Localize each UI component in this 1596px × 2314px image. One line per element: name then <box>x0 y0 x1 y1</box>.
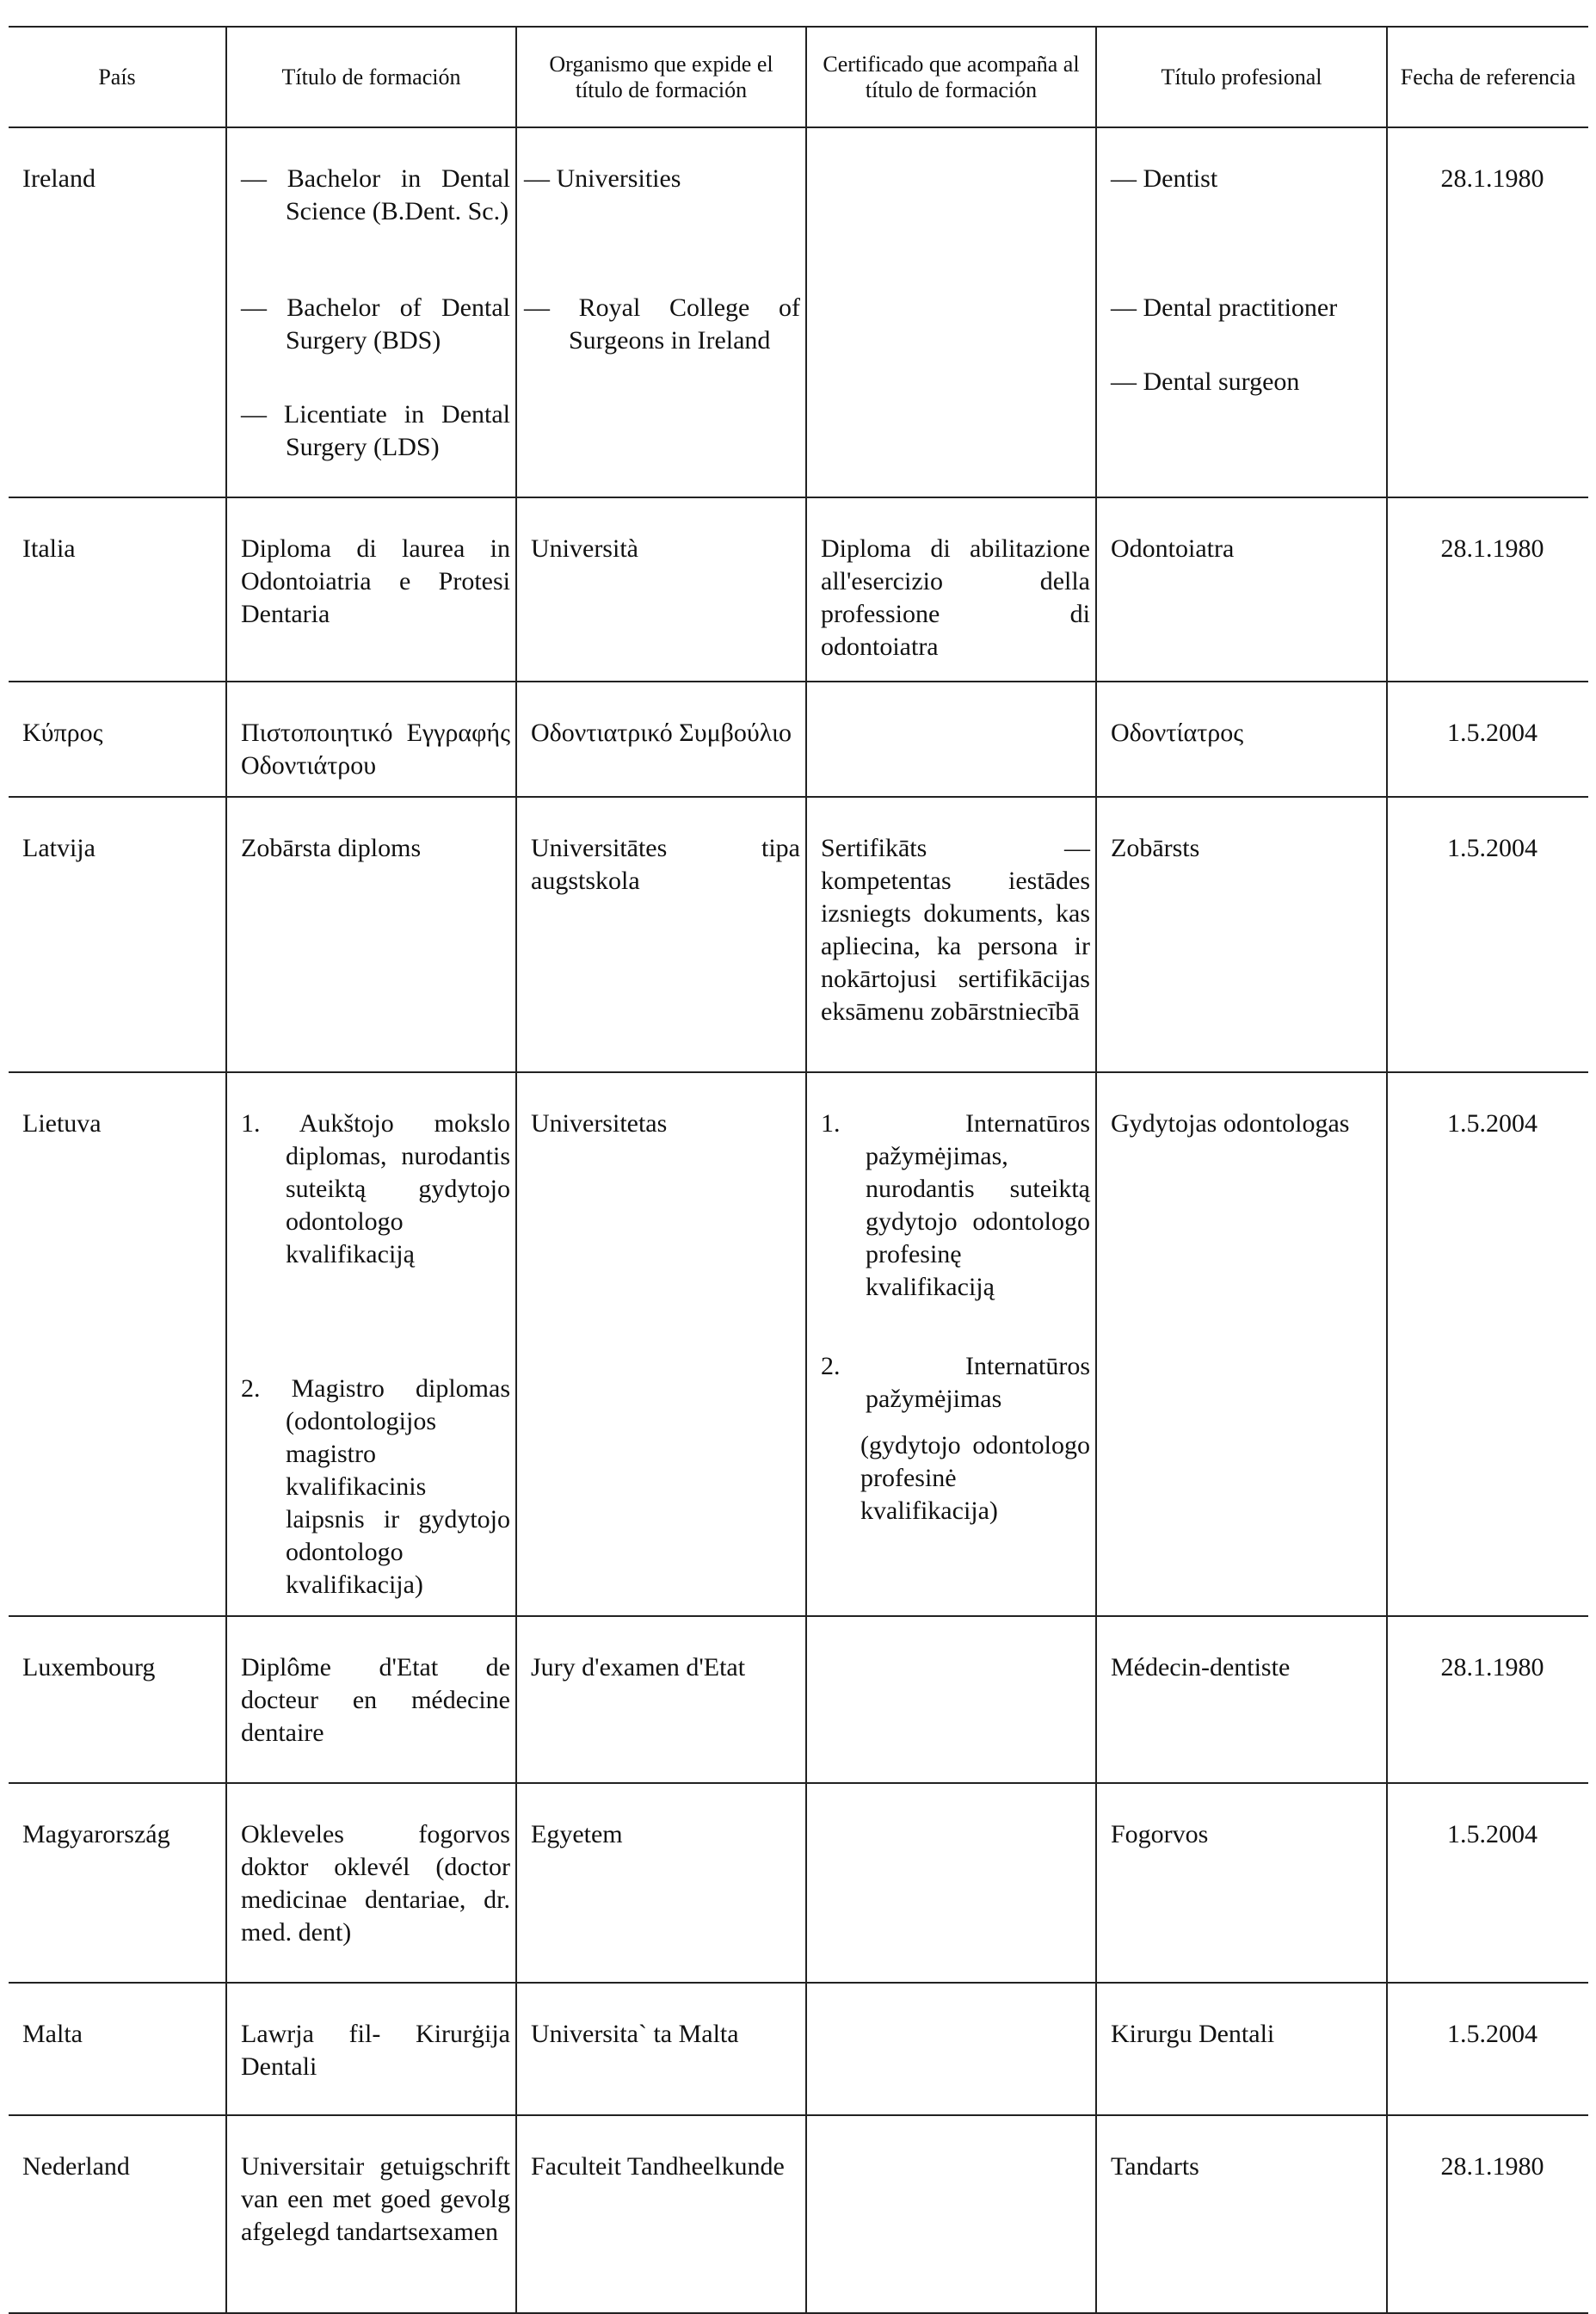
header-organismo: Organismo que expide el título de formación <box>516 27 806 127</box>
country-cell: Magyarország <box>9 1783 226 1983</box>
list-item: — Dental practitioner <box>1111 293 1338 322</box>
reference-date-cell: 28.1.1980 <box>1387 127 1588 497</box>
training-title-cell: Okleveles fogorvos doktor oklevél (doctor medicinae dentariae, dr. med. dent) <box>226 1783 516 1983</box>
country-cell: Nederland <box>9 2115 226 2313</box>
country-cell: Κύπρος <box>9 682 226 797</box>
reference-date-cell: 1.5.2004 <box>1387 1072 1588 1616</box>
professional-title-cell: Fogorvos <box>1096 1783 1387 1983</box>
professional-title-cell: Kirurgu Dentali <box>1096 1983 1387 2115</box>
professional-title-cell <box>1096 127 1387 497</box>
training-title-cell: Zobārsta diploms <box>226 797 516 1072</box>
training-title-cell: Diplôme d'Etat de docteur en médecine dentaire <box>226 1616 516 1783</box>
certificate-cell <box>806 682 1096 797</box>
country-cell: Ireland <box>9 127 226 497</box>
table-row <box>9 797 1588 1072</box>
table-row <box>9 2115 1588 2313</box>
professional-title-cell: Odontoiatra <box>1096 497 1387 682</box>
list-item-note: (gydytojo odontologo profesinė kvalifikacija) <box>860 1431 1090 1525</box>
table-row <box>9 127 1588 497</box>
issuing-body-cell: Jury d'examen d'Etat <box>516 1616 806 1783</box>
training-title-cell <box>226 1072 516 1616</box>
certificate-cell <box>806 1072 1096 1616</box>
header-pais: País <box>9 27 226 127</box>
issuing-body-cell <box>516 127 806 497</box>
table-row <box>9 1783 1588 1983</box>
reference-date-cell: 1.5.2004 <box>1387 1983 1588 2115</box>
header-titulo-profesional: Título profesional <box>1096 27 1387 127</box>
certificate-cell <box>806 1783 1096 1983</box>
list-item: — Bachelor in Dental Science (B.Dent. Sc.) <box>241 164 510 225</box>
reference-date-cell: 1.5.2004 <box>1387 682 1588 797</box>
issuing-body-cell: Οδοντιατρικό Συμβούλιο <box>516 682 806 797</box>
qualifications-table <box>9 26 1588 2314</box>
country-cell: Latvija <box>9 797 226 1072</box>
table-row <box>9 497 1588 682</box>
table-row <box>9 1983 1588 2115</box>
certificate-cell <box>806 2115 1096 2313</box>
professional-title-cell: Gydytojas odontologas <box>1096 1072 1387 1616</box>
reference-date-cell: 1.5.2004 <box>1387 797 1588 1072</box>
header-fecha-referencia: Fecha de referencia <box>1387 27 1588 127</box>
certificate-cell <box>806 1616 1096 1783</box>
professional-title-cell: Tandarts <box>1096 2115 1387 2313</box>
header-titulo-formacion: Título de formación <box>226 27 516 127</box>
training-title-cell: Universitair getuigschrift van een met goed gevolg afgelegd tandartsexamen <box>226 2115 516 2313</box>
professional-title-cell: Médecin-dentiste <box>1096 1616 1387 1783</box>
table-row <box>9 1072 1588 1616</box>
certificate-cell <box>806 1983 1096 2115</box>
certificate-cell: Diploma di abilitazione all'esercizio della professione di odontoiatra <box>806 497 1096 682</box>
reference-date-cell: 28.1.1980 <box>1387 2115 1588 2313</box>
table-row <box>9 1616 1588 1783</box>
certificate-cell <box>806 127 1096 497</box>
list-item: 1. Aukštojo mokslo diplomas, nurodantis suteiktą gydytojo odontologo kvalifikaciją <box>241 1109 510 1268</box>
list-item: — Universities <box>524 164 681 193</box>
professional-title-cell: Zobārsts <box>1096 797 1387 1072</box>
certificate-cell: Sertifikāts — kompetentas iestādes izsniegts dokuments, kas apliecina, ka persona ir nokārtojusi sertifikācijas eksāmenu zobārstniecībā <box>806 797 1096 1072</box>
country-cell: Luxembourg <box>9 1616 226 1783</box>
issuing-body-cell: Università <box>516 497 806 682</box>
training-title-cell <box>226 127 516 497</box>
list-item: — Dental surgeon <box>1111 367 1300 396</box>
list-item: 1. Internatūros pažymėjimas, nurodantis suteiktą gydytojo odontologo profesinę kvalifikaciją <box>821 1109 1090 1301</box>
professional-title-cell: Οδοντίατρος <box>1096 682 1387 797</box>
list-item: 2. Internatūros pažymėjimas <box>821 1352 1090 1413</box>
training-title-cell: Diploma di laurea in Odontoiatria e Protesi Dentaria <box>226 497 516 682</box>
list-item: — Dentist <box>1111 164 1218 193</box>
issuing-body-cell: Universita` ta Malta <box>516 1983 806 2115</box>
reference-date-cell: 28.1.1980 <box>1387 497 1588 682</box>
list-item: — Licentiate in Dental Surgery (LDS) <box>241 400 510 461</box>
training-title-cell: Lawrja fil- Kirurġija Dentali <box>226 1983 516 2115</box>
issuing-body-cell: Universitetas <box>516 1072 806 1616</box>
country-cell: Lietuva <box>9 1072 226 1616</box>
table-row <box>9 682 1588 797</box>
reference-date-cell: 1.5.2004 <box>1387 1783 1588 1983</box>
list-item: — Royal College of Surgeons in Ireland <box>524 293 800 355</box>
issuing-body-cell: Egyetem <box>516 1783 806 1983</box>
country-cell: Italia <box>9 497 226 682</box>
country-cell: Malta <box>9 1983 226 2115</box>
training-title-cell: Πιστοποιητικό Εγγραφής Οδοντιάτρου <box>226 682 516 797</box>
list-item: — Bachelor of Dental Surgery (BDS) <box>241 293 510 355</box>
issuing-body-cell: Faculteit Tandheelkunde <box>516 2115 806 2313</box>
reference-date-cell: 28.1.1980 <box>1387 1616 1588 1783</box>
header-row <box>9 27 1588 127</box>
header-certificado: Certificado que acompaña al título de formación <box>806 27 1096 127</box>
issuing-body-cell: Universitātes tipa augstskola <box>516 797 806 1072</box>
list-item: 2. Magistro diplomas (odontologijos magistro kvalifikacinis laipsnis ir gydytojo odontologo kvalifikacija) <box>241 1374 510 1599</box>
